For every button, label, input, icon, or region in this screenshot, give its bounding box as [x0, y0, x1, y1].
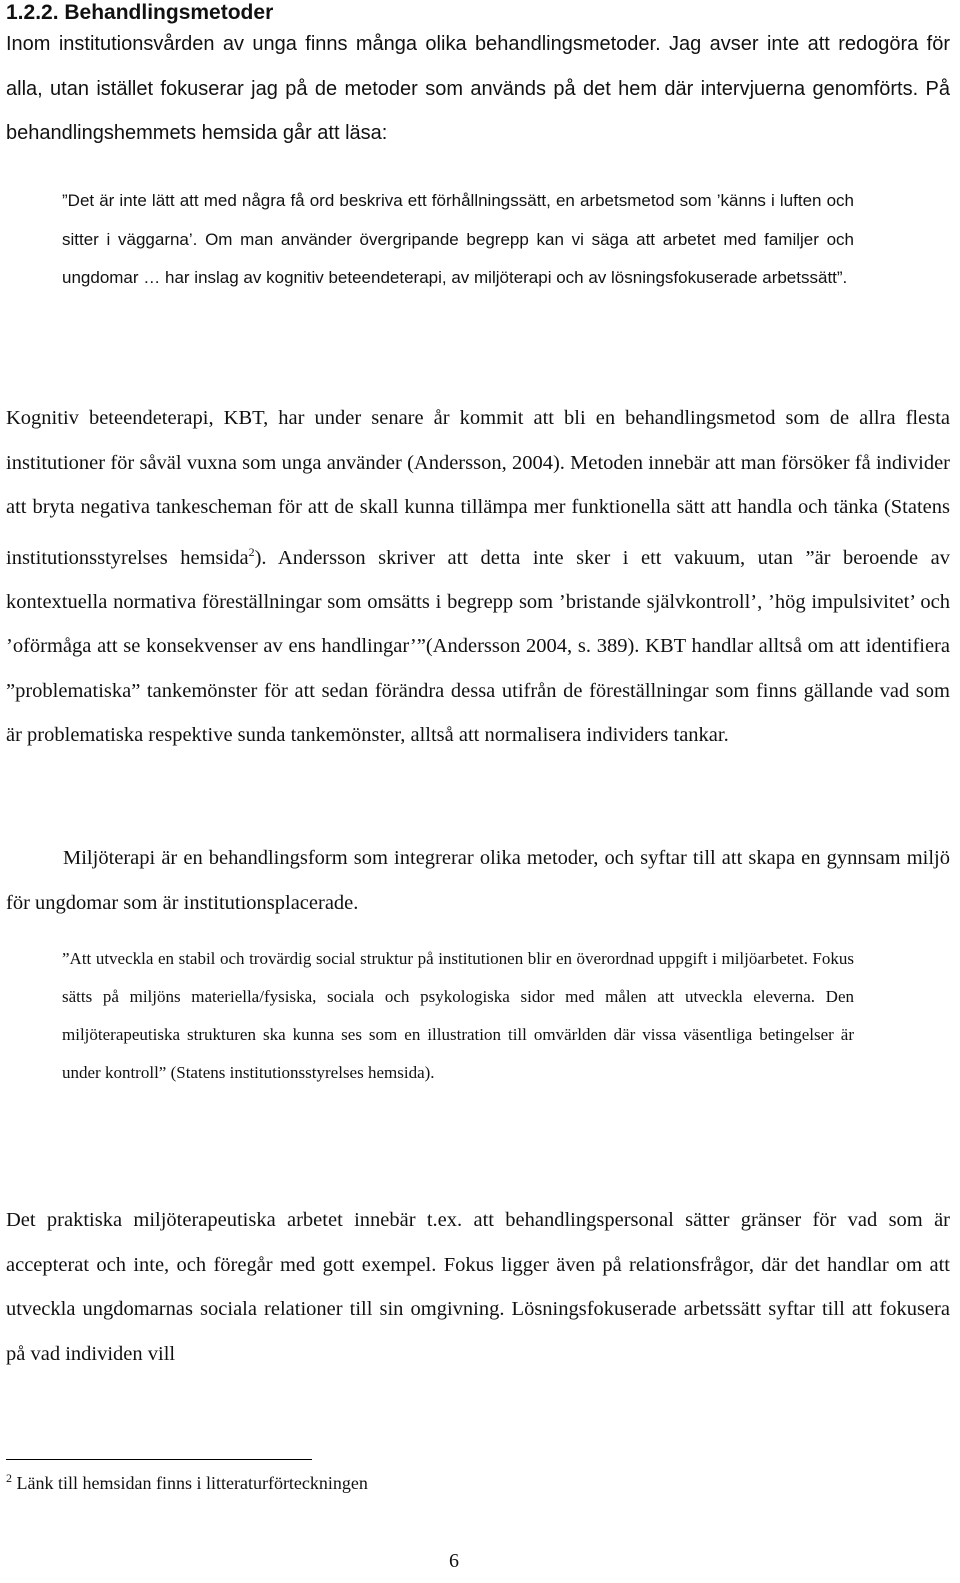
practical-work-paragraph: Det praktiska miljöterapeutiska arbetet innebär t.ex. att behandlingspersonal sätter gränser för vad som är accepterat och inte, och föregår med gott exempel. Fokus ligger även på relationsfrågor, där det handlar om att utveckla ungdomarnas sociala relationer till sin omgivning. Lösningsfokuserade arbetssätt syftar till att fokusera på vad individen vill [6, 1209, 950, 1365]
kbt-text-before-footnote: Kognitiv beteendeterapi, KBT, har under senare år kommit att bli en behandlingsmetod som de allra flesta institutioner för såväl vuxna som unga använder (Andersson, 2004). Metoden innebär att man försöker få individer att bryta negativa tankescheman för att de skall kunna tillämpa mer funktionella sätt att handla och tänka (Statens institutionsstyrelses hemsida [6, 407, 950, 569]
section-heading: 1.2.2. Behandlingsmetoder [6, 1, 274, 24]
kbt-paragraph [6, 396, 950, 758]
footnote-divider [6, 1459, 312, 1460]
block-quote-treatment-home: ”Det är inte lätt att med några få ord beskriva ett förhållningssätt, en arbetsmetod som ’känns i luften och sitter i väggarna’. Om man använder övergripande begrepp kan vi säga att arbetet med familjer och ungdomar … har inslag av kognitiv beteendeterapi, av miljöterapi och av lösningsfokuserade arbetssätt”. [62, 191, 854, 287]
footnote-reference: 2 [248, 544, 255, 559]
intro-paragraph: Inom institutionsvården av unga finns många olika behandlingsmetoder. Jag avser inte att redogöra för alla, utan istället fokuserar jag på de metoder som används på det hem där intervjuerna genomförts. På behandlingshemmets hemsida går att läsa: [6, 33, 950, 144]
footnote-marker: 2 [6, 1471, 12, 1485]
block-quote-sis: ”Att utveckla en stabil och trovärdig social struktur på institutionen blir en överordnad uppgift i miljöarbetet. Fokus sätts på miljöns materiella/fysiska, sociala och psykologiska sidor med målen att utveckla eleverna. Den miljöterapeutiska strukturen ska kunna ses som en illustration till omvärlden där vissa väsentliga betingelser är under kontroll” (Statens institutionsstyrelses hemsida). [62, 949, 854, 1082]
footnote-text: Länk till hemsidan finns i litteraturförteckningen [12, 1473, 368, 1493]
page-number: 6 [449, 1550, 459, 1572]
footnote [6, 1466, 368, 1495]
kbt-text-after-footnote: ). Andersson skriver att detta inte sker i ett vakuum, utan ”är beroende av kontextuella normativa föreställningar som omsätts i begrepp som ’bristande självkontroll’, ’hög impulsivitet’ och ’oförmåga att se konsekvenser av ens handlingar’”(Andersson 2004, s. 389). KBT handlar alltså om att identifiera ”problematiska” tankemönster för att sedan förändra dessa utifrån de föreställningar som finns gällande vad som är problematiska respektive sunda tankemönster, alltså att normalisera individers tankar. [6, 546, 950, 747]
miljoterapi-paragraph: Miljöterapi är en behandlingsform som integrerar olika metoder, och syftar till att skapa en gynnsam miljö för ungdomar som är institutionsplacerade. [6, 847, 950, 914]
